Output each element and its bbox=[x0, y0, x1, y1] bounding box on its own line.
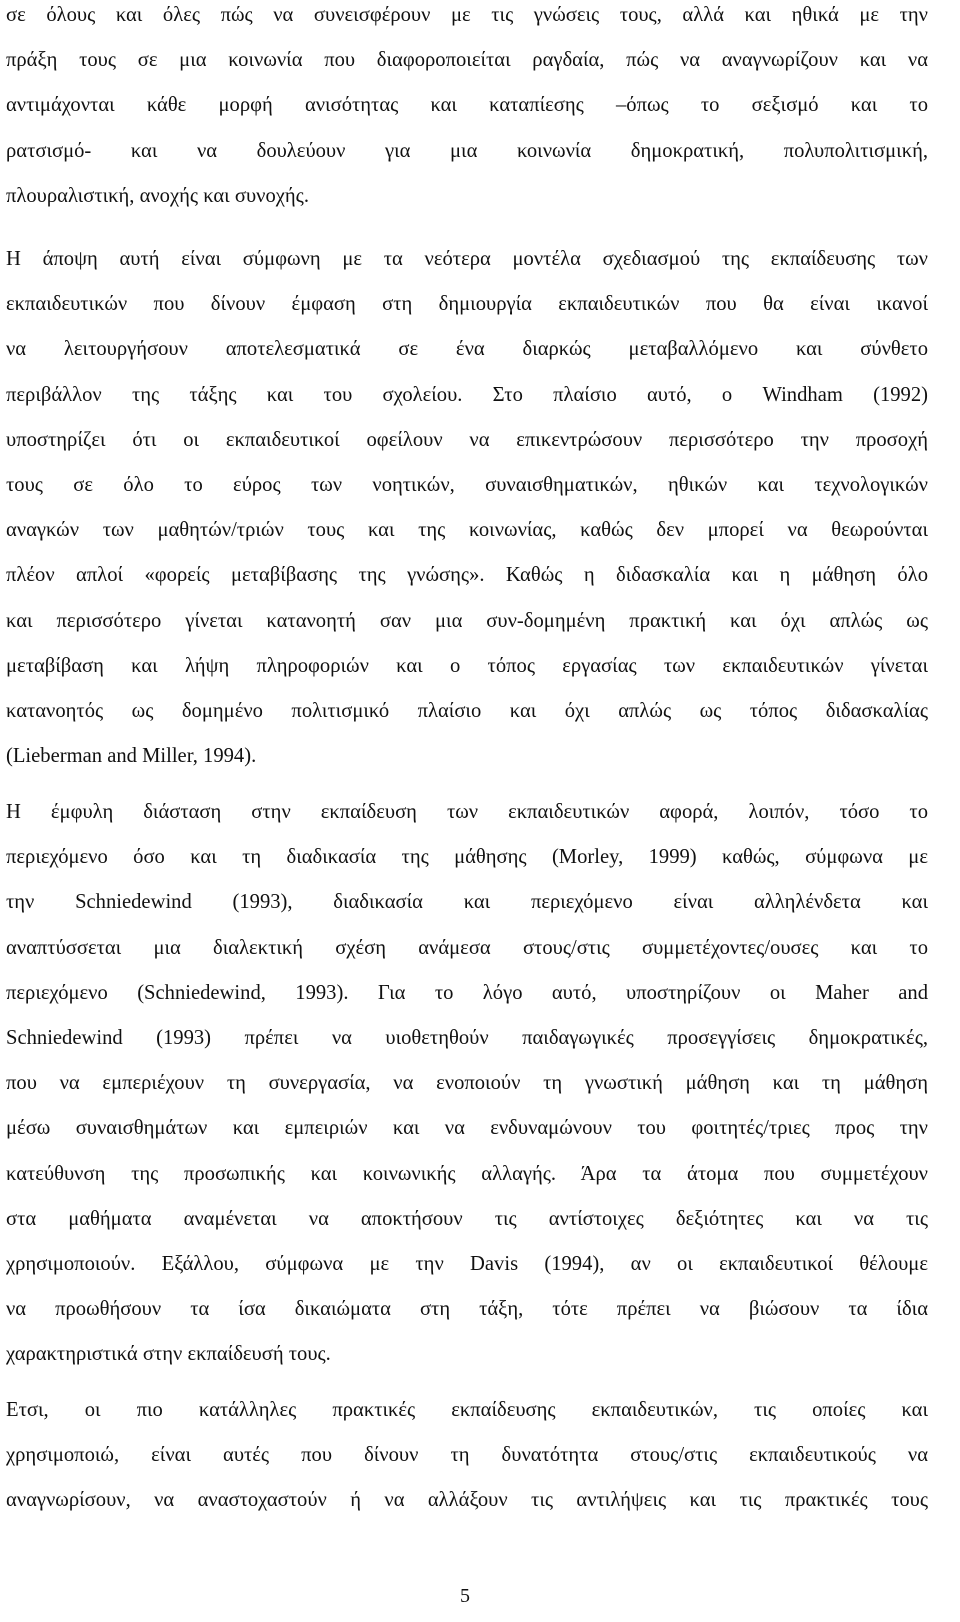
text-line: να προωθήσουν τα ίσα δικαιώματα στη τάξη, τότε πρέπει να βιώσουν τα ίδια bbox=[6, 1298, 928, 1321]
text-line: περιεχόμενο όσο και τη διαδικασία της μάθησης (Morley, 1999) καθώς, σύμφωνα με bbox=[6, 846, 928, 869]
text-line: αναγνωρίσουν, να αναστοχαστούν ή να αλλάξουν τις αντιλήψεις και τις πρακτικές τους bbox=[6, 1489, 928, 1512]
text-line: χρησιμοποιώ, είναι αυτές που δίνουν τη δυνατότητα στους/στις εκπαιδευτικούς να bbox=[6, 1444, 928, 1467]
text-line: χαρακτηριστικά στην εκπαίδευσή τους. bbox=[6, 1343, 331, 1366]
text-line: πλουραλιστική, ανοχής και συνοχής. bbox=[6, 184, 309, 207]
text-line: περιεχόμενο (Schniedewind, 1993). Για το λόγο αυτό, υποστηρίζουν οι Maher and bbox=[6, 981, 928, 1004]
paragraph-3 bbox=[6, 797, 928, 1384]
text-line: την Schniedewind (1993), διαδικασία και περιεχόμενο είναι αλληλένδετα και bbox=[6, 891, 928, 914]
text-line: τους σε όλο το εύρος των νοητικών, συναισθηματικών, ηθικών και τεχνολογικών bbox=[6, 473, 928, 496]
text-line: Schniedewind (1993) πρέπει να υιοθετηθούν παιδαγωγικές προσεγγίσεις δημοκρατικές, bbox=[6, 1026, 928, 1049]
paragraph-2 bbox=[6, 244, 928, 786]
text-line: μέσω συναισθημάτων και εμπειριών και να ενδυναμώνουν του φοιτητές/τριες προς την bbox=[6, 1117, 928, 1140]
text-line: αναπτύσσεται μια διαλεκτική σχέση ανάμεσα στους/στις συμμετέχοντες/ουσες και το bbox=[6, 936, 928, 959]
text-line: Η άποψη αυτή είναι σύμφωνη με τα νεότερα μοντέλα σχεδιασμού της εκπαίδευσης των bbox=[6, 248, 928, 270]
text-line: χρησιμοποιούν. Εξάλλου, σύμφωνα με την Davis (1994), αν οι εκπαιδευτικοί θέλουμε bbox=[6, 1252, 928, 1275]
text-line: πράξη τους σε μια κοινωνία που διαφοροποιείται ραγδαία, πώς να αναγνωρίζουν και να bbox=[6, 49, 928, 72]
text-line: κατανοητός ως δομημένο πολιτισμικό πλαίσιο και όχι απλώς ως τόπος διδασκαλίας bbox=[6, 699, 928, 722]
text-line: περιβάλλον της τάξης και του σχολείου. Στο πλαίσιο αυτό, ο Windham (1992) bbox=[6, 383, 928, 406]
text-line: ρατσισμό- και να δουλεύουν για μια κοινωνία δημοκρατική, πολυπολιτισμική, bbox=[6, 139, 928, 162]
text-line: πλέον απλοί «φορείς μεταβίβασης της γνώσης». Καθώς η διδασκαλία και η μάθηση όλο bbox=[6, 564, 928, 587]
text-line: Η έμφυλη διάσταση στην εκπαίδευση των εκπαιδευτικών αφορά, λοιπόν, τόσο το bbox=[6, 801, 928, 823]
text-line: στα μαθήματα αναμένεται να αποκτήσουν τις αντίστοιχες δεξιότητες και να τις bbox=[6, 1207, 928, 1230]
text-line: αναγκών των μαθητών/τριών τους και της κοινωνίας, καθώς δεν μπορεί να θεωρούνται bbox=[6, 519, 928, 542]
text-line: κατεύθυνση της προσωπικής και κοινωνικής αλλαγής. Άρα τα άτομα που συμμετέχουν bbox=[6, 1162, 928, 1185]
text-line: να λειτουργήσουν αποτελεσματικά σε ένα διαρκώς μεταβαλλόμενο και σύνθετο bbox=[6, 338, 928, 361]
text-line: εκπαιδευτικών που δίνουν έμφαση στη δημιουργία εκπαιδευτικών που θα είναι ικανοί bbox=[6, 293, 928, 316]
text-line: αντιμάχονται κάθε μορφή ανισότητας και καταπίεσης –όπως το σεξισμό και το bbox=[6, 94, 928, 117]
paragraph-4 bbox=[6, 1395, 928, 1531]
page-number: 5 bbox=[460, 1585, 470, 1607]
text-line: υποστηρίζει ότι οι εκπαιδευτικοί οφείλουν να επικεντρώσουν περισσότερο την προσοχή bbox=[6, 428, 928, 451]
paragraph-1 bbox=[6, 0, 928, 226]
text-line: και περισσότερο γίνεται κατανοητή σαν μια συν-δομημένη πρακτική και όχι απλώς ως bbox=[6, 609, 928, 632]
text-line: μεταβίβαση και λήψη πληροφοριών και ο τόπος εργασίας των εκπαιδευτικών γίνεται bbox=[6, 654, 928, 677]
text-line: (Lieberman and Miller, 1994). bbox=[6, 745, 257, 768]
text-line: που να εμπεριέχουν τη συνεργασία, να ενοποιούν τη γνωστική μάθηση και τη μάθηση bbox=[6, 1072, 928, 1095]
text-line: Ετσι, οι πιο κατάλληλες πρακτικές εκπαίδευσης εκπαιδευτικών, τις οποίες και bbox=[6, 1399, 928, 1421]
text-line: σε όλους και όλες πώς να συνεισφέρουν με τις γνώσεις τους, αλλά και ηθικά με την bbox=[6, 4, 928, 26]
